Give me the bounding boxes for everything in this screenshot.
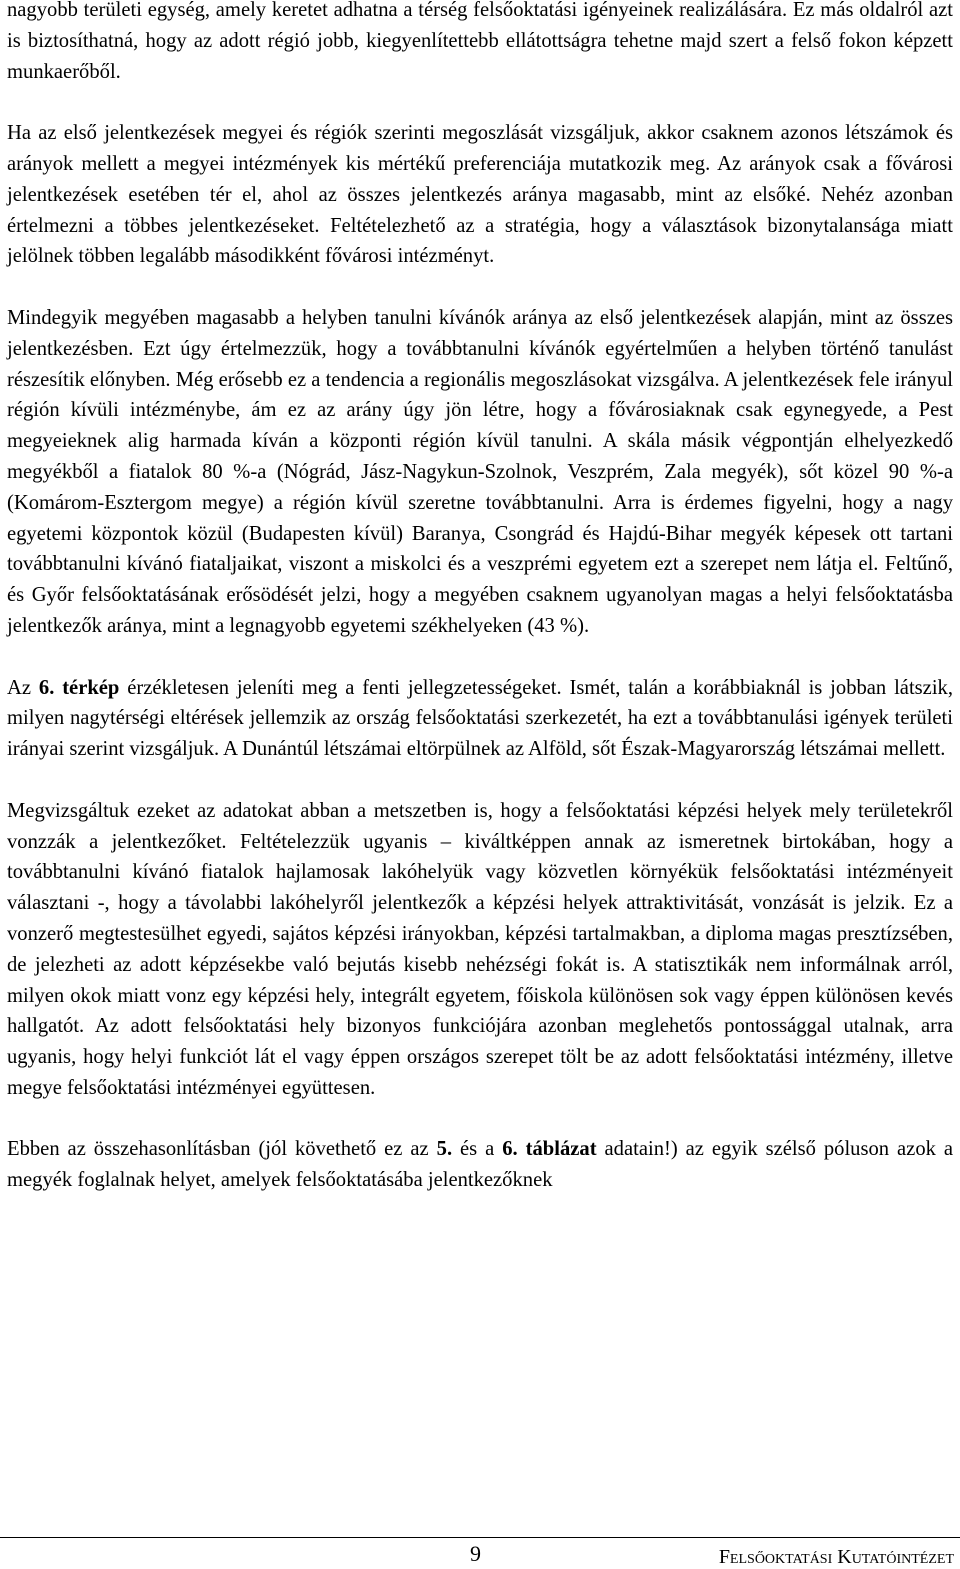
footer-institute-name: Felsőoktatási Kutatóintézet [718, 1546, 954, 1568]
paragraph-continuation: nagyobb területi egység, amely keretet adhatna a térség felsőoktatási igényeinek realizálására. Ez más oldalról azt is biztosíthatná, hogy az adott régió jobb, kiegyenlítettebb ellátottságra tehetne majd szert a felső fokon képzett munkaerőből. [7, 0, 953, 83]
paragraph-comparison [7, 1134, 953, 1196]
table-reference-bold: 6. táblázat [502, 1138, 597, 1161]
text-segment: Ebben az összehasonlításban (jól követhető ez az [7, 1138, 437, 1161]
text-segment: és a [452, 1138, 503, 1161]
footer-divider [0, 1537, 960, 1538]
paragraph-attraction-analysis: Megvizsgáltuk ezeket az adatokat abban a metszetben is, hogy a felsőoktatási képzési helyek mely területekről vonzzák a jelentkezőket. Feltételezzük ugyanis – kiváltképpen annak az ismeretnek birtokában, hogy a továbbtanulni kívánó fiatalok hajlamosak lakóhelyük vagy közvetlen környékük felsőoktatási intézményeit választani -, hogy a távolabbi lakóhelyről jelentkezők a képzési helyek attraktivitását, vonzását is jelzik. Ez a vonzerő megtestesülhet egyedi, sajátos képzési irányokban, képzési tartalmakban, a diploma magas presztízsében, de jelezheti az adott képzésekbe való bejutás kisebb nehézségi fokát is. A statisztikák nem informálnak arról, milyen okok miatt vonz egy képzési hely, integrált egyetem, főiskola különösen sok vagy éppen különösen kevés hallgatót. Az adott felsőoktatási hely bizonyos funkciójára azonban meglehetős pontossággal utalnak, arra ugyanis, hogy helyi funkciót lát el vagy éppen országos szerepet tölt be az adott felsőoktatási intézmény, illetve megye felsőoktatási intézményei együttesen. [7, 799, 953, 1099]
text-segment: érzékletesen jeleníti meg a fenti jellegzetességeket. Ismét, talán a korábbiaknál is jobban látszik, milyen nagytérségi eltérések jellemzik az ország felsőoktatási szerkezetét, ha ezt a továbbtanulási igények területi irányai szerint vizsgáljuk. A Dunántúl létszámai eltörpülnek az Alföld, sőt Észak-Magyarország létszámai mellett. [7, 676, 953, 761]
table-reference-bold: 5. [436, 1138, 453, 1161]
paragraph-local-study-preference: Mindegyik megyében magasabb a helyben tanulni kívánók aránya az első jelentkezések alapján, mint az összes jelentkezésben. Ezt úgy értelmezzük, hogy a továbbtanulni kívánók egyértelműen a helyben történő tanulást részesítik előnyben. Még erősebb ez a tendencia a regionális megoszlásokat vizsgálva. A jelentkezések fele irányul régión kívüli intézménybe, ám ez az arány úgy jön létre, hogy a fővárosiaknak csak egynegyede, a Pest megyeieknek alig harmada kíván a központi régión kívül tanulni. A skála másik végpontján elhelyezkedő megyékből a fiatalok 80 %-a (Nógrád, Jász-Nagykun-Szolnok, Veszprém, Zala megyék), sőt közel 90 %-a (Komárom-Esztergom megye) a régión kívül szeretne továbbtanulni. Arra is érdemes figyelni, hogy a nagy egyetemi központok közül (Budapesten kívül) Baranya, Csongrád és Hajdú-Bihar megyék képesek ott tartani továbbtanulni kívánó fiataljaikat, viszont a miskolci és a veszprémi egyetem ezt a szerepet nem látja el. Feltűnő, és Győr felsőoktatásának erősödését jelzi, hogy a megyében csaknem ugyanolyan magas a helyi felsőoktatásba jelentkezők aránya, mint a legnagyobb egyetemi székhelyeken (43 %). [7, 306, 953, 637]
paragraph-applications-distribution: Ha az első jelentkezések megyei és régiók szerinti megoszlását vizsgáljuk, akkor csaknem azonos létszámok és arányok mellett a megyei intézmények kis mértékű preferenciája mutatkozik meg. Az arányok csak a fővárosi jelentkezések esetében tér el, ahol az összes jelentkezés aránya magasabb, mint az elsőké. Nehéz azonban értelmezni a többes jelentkezéseket. Feltételezhető az a stratégia, hogy a választások bizonytalansága miatt jelölnek többen legalább másodikként fővárosi intézményt. [7, 122, 953, 268]
map-reference-bold: 6. térkép [38, 676, 120, 699]
text-segment: Az [7, 676, 39, 699]
document-page [7, 0, 953, 1196]
page-number: 9 [470, 1541, 481, 1566]
text-segment: adatain!) az egyik szélső póluson azok a megyék foglalnak helyet, amelyek felsőoktatásába jelentkezőknek [7, 1138, 954, 1192]
paragraph-map-reference [7, 673, 953, 765]
